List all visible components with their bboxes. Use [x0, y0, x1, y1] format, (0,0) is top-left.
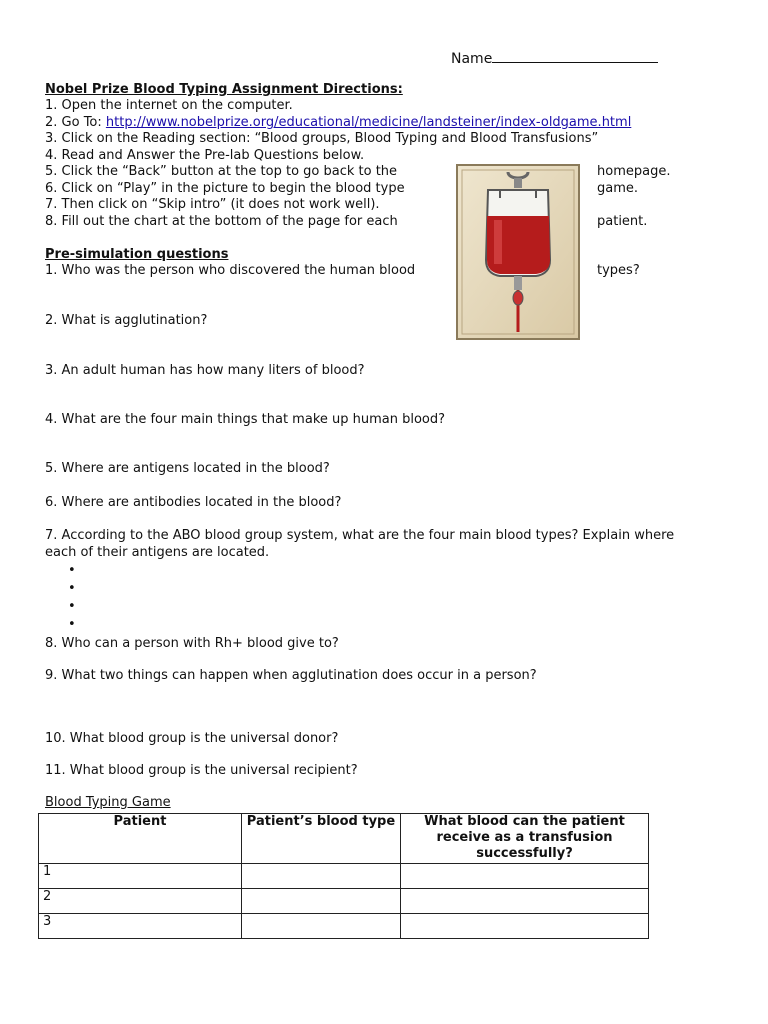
bullet-2: •	[68, 581, 76, 596]
question-1-end: types?	[597, 263, 640, 278]
transfusion-cell[interactable]	[401, 914, 649, 939]
question-2: 2. What is agglutination?	[45, 313, 208, 328]
directions-title: Nobel Prize Blood Typing Assignment Directions:	[45, 82, 403, 97]
question-1: 1. Who was the person who discovered the human blood	[45, 263, 416, 278]
table-row	[39, 864, 649, 889]
transfusion-cell[interactable]	[401, 889, 649, 914]
question-9: 9. What two things can happen when agglutination does occur in a person?	[45, 668, 537, 683]
name-blank[interactable]	[492, 48, 658, 63]
name-field	[451, 48, 658, 67]
bullet-3: •	[68, 599, 76, 614]
step-5: 5. Click the “Back” button at the top to go back to the	[45, 164, 398, 179]
step-7: 7. Then click on “Skip intro” (it does not work well).	[45, 197, 380, 212]
question-10: 10. What blood group is the universal donor?	[45, 731, 339, 746]
blood-type-cell[interactable]	[242, 864, 401, 889]
question-5: 5. Where are antigens located in the blood?	[45, 461, 330, 476]
step-8-continuation: patient.	[597, 214, 648, 229]
step-2-text: 2. Go To:	[45, 115, 106, 130]
step-1: 1. Open the internet on the computer.	[45, 98, 293, 113]
header-patient: Patient	[39, 814, 242, 864]
name-label: Name	[451, 51, 493, 67]
table-row	[39, 889, 649, 914]
patient-number: 1	[39, 864, 242, 889]
step-5-continuation: homepage.	[597, 164, 671, 179]
step-2	[45, 115, 631, 131]
step-8: 8. Fill out the chart at the bottom of the page for each	[45, 214, 398, 229]
transfusion-cell[interactable]	[401, 864, 649, 889]
question-6: 6. Where are antibodies located in the blood?	[45, 495, 342, 510]
nobel-game-link[interactable]: http://www.nobelprize.org/educational/medicine/landsteiner/index-oldgame.html	[105, 115, 632, 130]
question-8: 8. Who can a person with Rh+ blood give to?	[45, 636, 339, 651]
bullet-4: •	[68, 617, 76, 632]
question-4: 4. What are the four main things that make up human blood?	[45, 412, 446, 427]
step-6: 6. Click on “Play” in the picture to begin the blood type	[45, 181, 405, 196]
bullet-1: •	[68, 563, 76, 578]
game-table	[38, 813, 649, 939]
questions-title: Pre-simulation questions	[45, 247, 229, 262]
step-4: 4. Read and Answer the Pre-lab Questions below.	[45, 148, 365, 163]
patient-number: 3	[39, 914, 242, 939]
patient-number: 2	[39, 889, 242, 914]
table-row	[39, 914, 649, 939]
blood-type-cell[interactable]	[242, 889, 401, 914]
step-3: 3. Click on the Reading section: “Blood groups, Blood Typing and Blood Transfusions”	[45, 131, 599, 146]
question-3: 3. An adult human has how many liters of blood?	[45, 363, 365, 378]
question-7-line2: each of their antigens are located.	[45, 545, 270, 560]
blood-bag-icon	[456, 164, 580, 340]
header-transfusion: What blood can the patient receive as a transfusion successfully?	[401, 814, 649, 864]
blood-type-cell[interactable]	[242, 914, 401, 939]
header-blood-type: Patient’s blood type	[242, 814, 401, 864]
question-7-line1: 7. According to the ABO blood group system, what are the four main blood types? Explain where	[45, 528, 675, 543]
question-11: 11. What blood group is the universal recipient?	[45, 763, 358, 778]
step-6-continuation: game.	[597, 181, 639, 196]
game-title: Blood Typing Game	[45, 795, 171, 810]
